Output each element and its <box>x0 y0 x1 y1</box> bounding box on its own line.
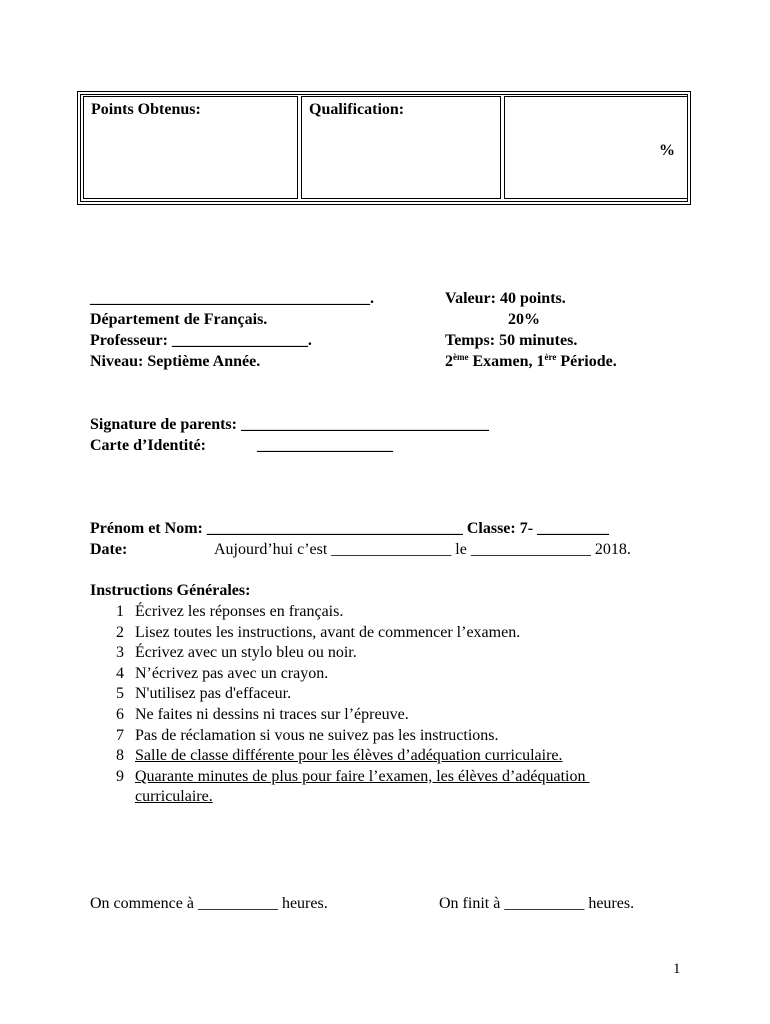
instruction-item: 2 Lisez toutes les instructions, avant de commencer l’examen. <box>116 623 521 641</box>
exam-percent: 20% <box>508 311 540 328</box>
exam-number-suffix: ème <box>453 352 469 362</box>
percent-sign: % <box>659 142 675 159</box>
instructions-title: Instructions Générales: <box>90 582 251 599</box>
date-label: Date: <box>90 541 128 558</box>
header-blank-line: ___________________________________. <box>90 290 374 307</box>
parent-signature: Signature de parents: _______________________________ <box>90 416 489 433</box>
instruction-item: 9 Quarante minutes de plus pour faire l’examen, les élèves d’adéquation <box>116 767 590 785</box>
date-text: Aujourd’hui c’est _______________ le _______________ 2018. <box>214 541 631 558</box>
instruction-item-continued: curriculaire. <box>135 788 213 806</box>
instruction-item: 6 Ne faites ni dessins ni traces sur l’épreuve. <box>116 705 409 723</box>
points-label: Points Obtenus: <box>91 101 201 118</box>
page-number: 1 <box>673 961 681 977</box>
instructions-list <box>90 602 590 808</box>
exam-text: Examen, 1 <box>468 353 545 370</box>
period-suffix: ère <box>544 352 557 362</box>
department: Département de Français. <box>90 311 268 328</box>
start-time: On commence à __________ heures. <box>90 895 328 912</box>
student-name-class: Prénom et Nom: ________________________________ Classe: 7- _________ <box>90 520 610 537</box>
points-cell <box>83 96 298 199</box>
exam-number: 2 <box>445 353 453 370</box>
exam-time: Temps: 50 minutes. <box>445 332 578 349</box>
instruction-item: 1 Écrivez les réponses en français. <box>116 603 344 620</box>
instruction-item: 5 N'utilisez pas d'effaceur. <box>116 685 292 703</box>
id-card-label: Carte d’Identité: <box>90 437 206 454</box>
period-text: Période. <box>556 353 617 370</box>
instruction-item: 4 N’écrivez pas avec un crayon. <box>116 664 329 682</box>
percent-cell <box>504 96 688 199</box>
score-table <box>77 91 691 205</box>
id-card-blank: _________________ <box>257 437 393 454</box>
level: Niveau: Septième Année. <box>90 353 261 370</box>
teacher: Professeur: _________________. <box>90 332 312 349</box>
end-time: On finit à __________ heures. <box>439 895 635 912</box>
qualification-label: Qualification: <box>309 101 405 118</box>
instruction-item: 3 Écrivez avec un stylo bleu ou noir. <box>116 644 357 662</box>
instruction-item: 8 Salle de classe différente pour les élèves d’adéquation curriculaire. <box>116 747 563 765</box>
instruction-item: 7 Pas de réclamation si vous ne suivez pas les instructions. <box>116 726 499 744</box>
exam-period <box>445 353 617 371</box>
exam-value: Valeur: 40 points. <box>445 290 566 307</box>
qualification-cell <box>301 96 501 199</box>
